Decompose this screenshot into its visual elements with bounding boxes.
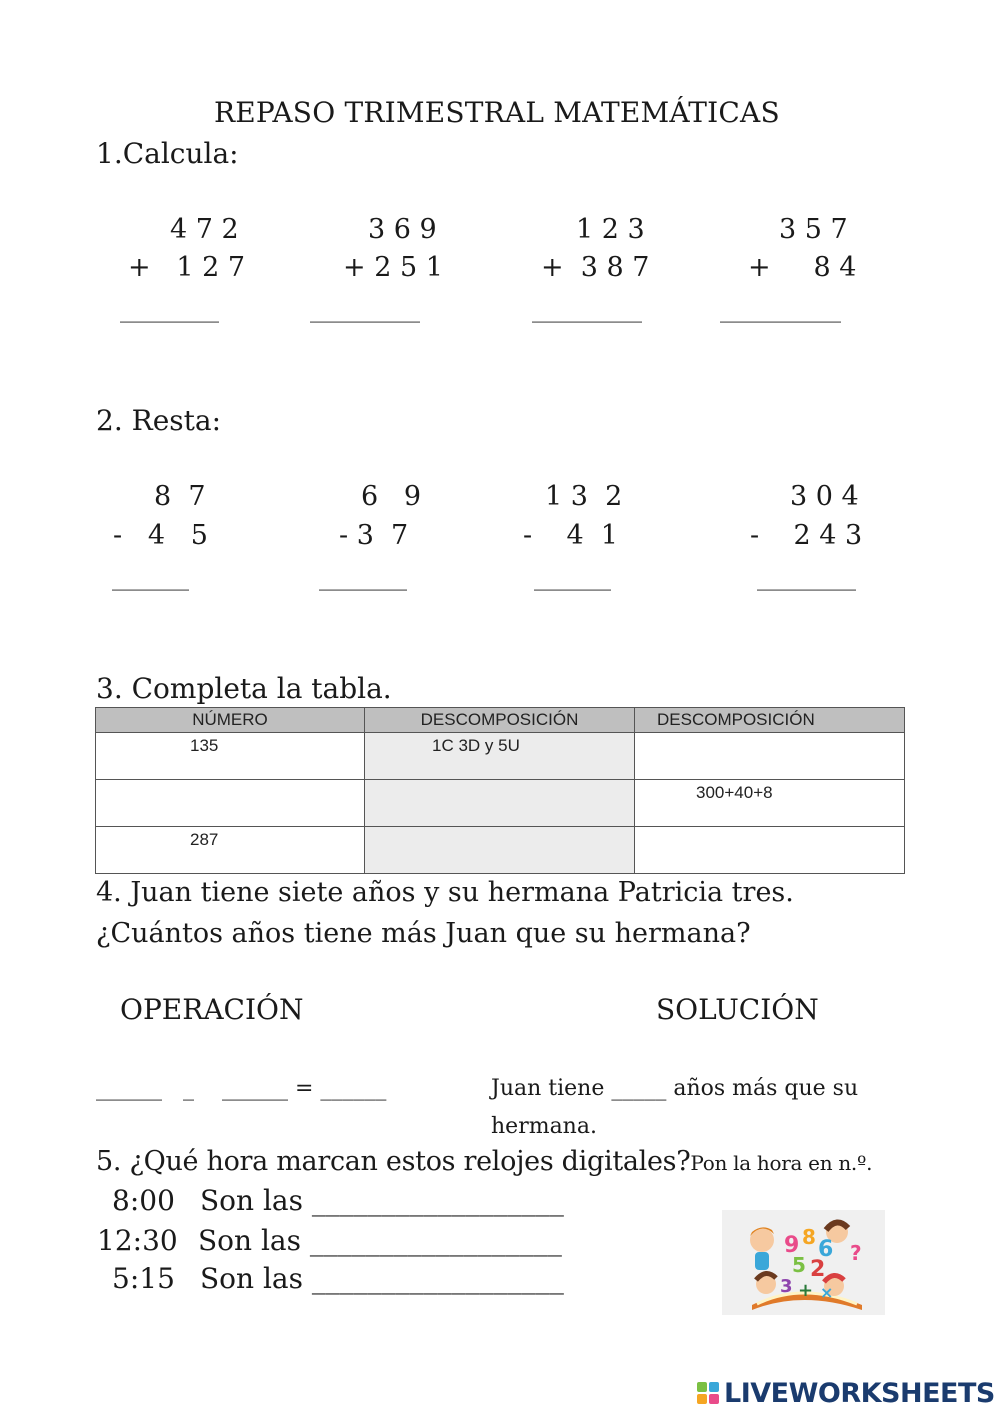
cell-decomposition-units[interactable]: 1C 3D y 5U: [365, 733, 635, 780]
table-row: [96, 827, 905, 874]
section-5-note: Pon la hora en n.º.: [690, 1151, 873, 1175]
header-descomposicion-2: DESCOMPOSICIÓN: [635, 708, 905, 733]
cell-decomposition-sum[interactable]: [635, 827, 905, 874]
addition-3-answer-blank[interactable]: __________: [532, 298, 642, 323]
clock-1-answer[interactable]: Son las __________________: [200, 1184, 564, 1217]
svg-text:6: 6: [818, 1237, 834, 1262]
svg-text:9: 9: [784, 1233, 800, 1258]
operacion-label: OPERACIÓN: [120, 993, 304, 1026]
header-descomposicion-1: DESCOMPOSICIÓN: [365, 708, 635, 733]
addition-3-bottom: + 3 8 7: [541, 252, 650, 283]
addition-2-answer-blank[interactable]: __________: [310, 298, 420, 323]
subtraction-2-top: 6 9: [361, 481, 422, 512]
subtraction-4-top: 3 0 4: [790, 481, 859, 512]
cell-decomposition-sum[interactable]: 300+40+8: [635, 780, 905, 827]
liveworksheets-brand: LIVEWORKSHEETS: [724, 1377, 995, 1409]
cell-number[interactable]: 287: [96, 827, 365, 874]
addition-4-bottom: + 8 4: [748, 252, 857, 283]
cell-decomposition-units[interactable]: [365, 780, 635, 827]
operation-answer-line[interactable]: ______ _ ______ = ______: [96, 1076, 387, 1101]
section-5-heading: 5. ¿Qué hora marcan estos relojes digitales?: [96, 1146, 691, 1177]
table-row: [96, 733, 905, 780]
table-header-row: [96, 708, 905, 733]
addition-3-top: 1 2 3: [576, 214, 645, 245]
subtraction-4-bottom: - 2 4 3: [750, 520, 863, 551]
solution-answer-line-2: hermana.: [491, 1114, 597, 1139]
clock-3-answer[interactable]: Son las __________________: [200, 1262, 564, 1295]
svg-text:+: +: [798, 1280, 814, 1301]
cell-decomposition-sum[interactable]: [635, 733, 905, 780]
subtraction-3-top: 1 3 2: [545, 481, 623, 512]
addition-4-answer-blank[interactable]: ___________: [720, 298, 841, 323]
cell-number[interactable]: 135: [96, 733, 365, 780]
solucion-label: SOLUCIÓN: [656, 993, 819, 1026]
addition-4-top: 3 5 7: [779, 214, 848, 245]
subtraction-1-bottom: - 4 5: [113, 520, 208, 551]
cell-decomposition-units[interactable]: [365, 827, 635, 874]
subtraction-1-answer-blank[interactable]: _______: [112, 566, 189, 591]
kids-numbers-clipart: [722, 1210, 885, 1315]
subtraction-3-answer-blank[interactable]: _______: [534, 566, 611, 591]
subtraction-1-top: 8 7: [154, 481, 206, 512]
clock-1-time: 8:00: [112, 1184, 175, 1217]
svg-text:5: 5: [792, 1253, 806, 1277]
section-4-question-line-1: 4. Juan tiene siete años y su hermana Patricia tres.: [96, 877, 794, 908]
svg-text:2: 2: [810, 1257, 826, 1282]
section-1-heading: 1.Calcula:: [96, 137, 239, 170]
header-numero: NÚMERO: [96, 708, 365, 733]
worksheet-title: REPASO TRIMESTRAL MATEMÁTICAS: [214, 96, 780, 129]
section-4-question-line-2: ¿Cuántos años tiene más Juan que su hermana?: [96, 918, 751, 949]
section-5-heading-wrap: [96, 1146, 872, 1177]
addition-2-bottom: + 2 5 1: [343, 252, 443, 283]
addition-1-top: 4 7 2: [170, 214, 239, 245]
clock-3-time: 5:15: [112, 1262, 175, 1295]
clock-2-time: 12:30: [97, 1224, 178, 1257]
decomposition-table: [95, 707, 905, 874]
kids-numbers-icon: [722, 1210, 885, 1315]
svg-text:3: 3: [780, 1276, 793, 1297]
subtraction-2-answer-blank[interactable]: ________: [319, 566, 407, 591]
addition-1-answer-blank[interactable]: _________: [120, 298, 219, 323]
subtraction-4-answer-blank[interactable]: _________: [757, 566, 856, 591]
solution-answer-line[interactable]: Juan tiene _____ años más que su: [491, 1076, 859, 1101]
subtraction-3-bottom: - 4 1: [523, 520, 618, 551]
section-2-heading: 2. Resta:: [96, 404, 222, 437]
addition-1-bottom: + 1 2 7: [128, 252, 246, 283]
cell-number[interactable]: [96, 780, 365, 827]
liveworksheets-mark-icon: [697, 1382, 719, 1404]
section-3-heading: 3. Completa la tabla.: [96, 672, 392, 705]
liveworksheets-logo: [697, 1377, 995, 1409]
clock-2-answer[interactable]: Son las __________________: [198, 1224, 562, 1257]
addition-2-top: 3 6 9: [368, 214, 437, 245]
svg-text:×: ×: [820, 1283, 834, 1302]
subtraction-2-bottom: - 3 7: [339, 520, 409, 551]
table-row: [96, 780, 905, 827]
svg-text:8: 8: [802, 1225, 816, 1249]
svg-text:?: ?: [850, 1241, 862, 1265]
